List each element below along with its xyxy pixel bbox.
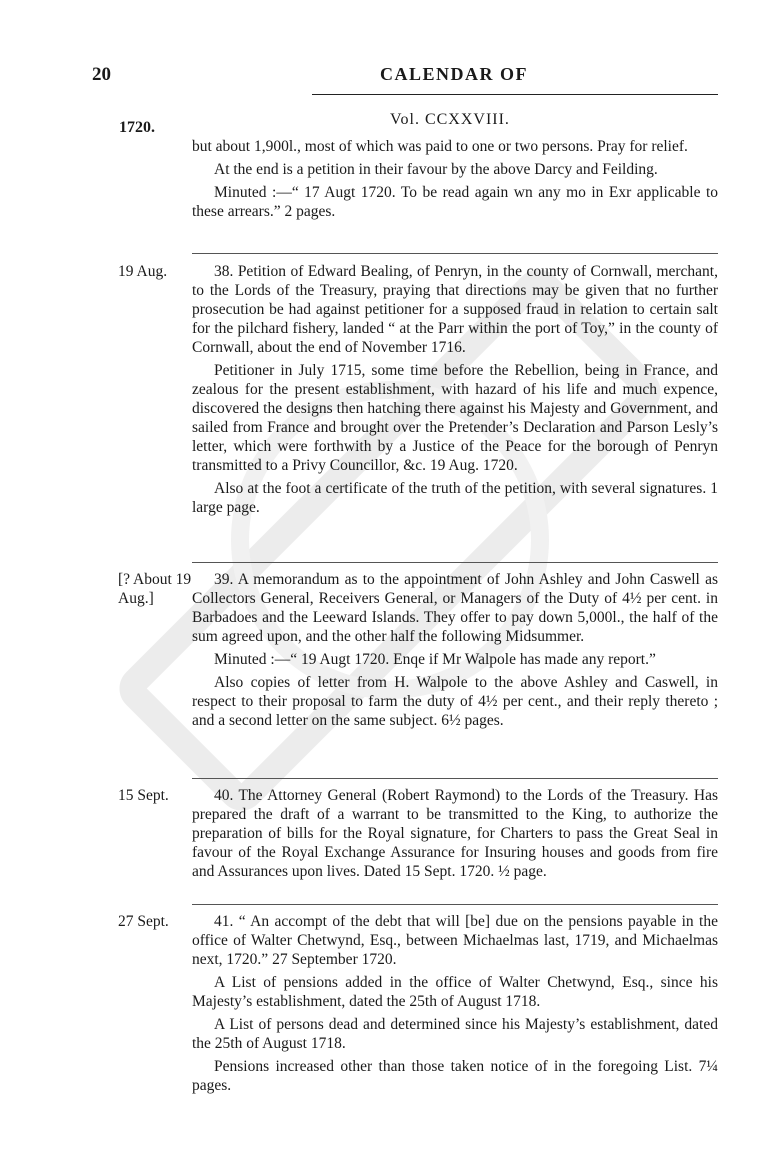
entry-divider — [192, 778, 718, 779]
entry-body — [192, 137, 718, 221]
entry-divider — [192, 253, 718, 254]
paragraph: Minuted :—“ 19 Augt 1720. Enqe if Mr Walpole has made any report.” — [214, 651, 656, 668]
paragraph: Also at the foot a certificate of the truth of the petition, with several signatures. 1 large page. — [192, 480, 718, 516]
paragraph: Also copies of letter from H. Walpole to the above Ashley and Caswell, in respect to their proposal to farm the duty of 4½ per cent., and their reply thereto ; and a second letter on the same subject. 6½ pages. — [192, 674, 718, 729]
paragraph: but about 1,900l., most of which was paid to one or two persons. Pray for relief. — [192, 138, 688, 155]
entry-body — [192, 786, 718, 881]
page-number: 20 — [92, 64, 111, 85]
paragraph: Minuted :—“ 17 Augt 1720. To be read again wn any mo in Exr applicable to these arrears.” 2 pages. — [192, 184, 718, 220]
entry-divider — [192, 562, 718, 563]
entry-date: 19 Aug. — [118, 263, 168, 280]
entry-date: 27 Sept. — [118, 913, 169, 930]
running-title: CALENDAR OF — [380, 64, 529, 84]
header-rule — [312, 94, 718, 95]
paragraph: A List of pensions added in the office of Walter Chetwynd, Esq., since his Majesty’s establishment, dated the 25th of August 1718. — [192, 974, 718, 1010]
paragraph: A List of persons dead and determined since his Majesty’s establishment, dated the 25th of August 1718. — [192, 1016, 718, 1052]
paragraph: 40. The Attorney General (Robert Raymond) to the Lords of the Treasury. Has prepared the draft of a warrant to be transmitted to the King, to authorize the preparation of bills for the Royal signature, for Charters to pass the Great Seal in favour of the Royal Exchange Assurance for Insuring houses and goods from fire and Assurances upon lives. Dated 15 Sept. 1720. ½ page. — [192, 787, 718, 880]
entry-date: [? About 19 Aug.] — [118, 571, 192, 607]
entry-date: 15 Sept. — [118, 787, 169, 804]
paragraph: Petitioner in July 1715, some time before the Rebellion, being in France, and zealous for the present establishment, with hazard of his life and much expence, discovered the designs then hatching there against his Majesty and Government, and sailed from France and brought over the Pretender’s Declaration and Parson Lesly’s letter, which were forthwith by a Justice of the Peace for the borough of Penryn transmitted to a Privy Councillor, &c. 19 Aug. 1720. — [192, 362, 718, 474]
paragraph: 41. “ An accompt of the debt that will [be] due on the pensions payable in the office of Walter Chetwynd, Esq., between Michaelmas last, 1719, and Michaelmas next, 1720.” 27 September 1720. — [192, 913, 718, 968]
entry-divider — [192, 904, 718, 905]
paragraph: At the end is a petition in their favour by the above Darcy and Feilding. — [214, 161, 658, 178]
entry-body — [192, 262, 718, 517]
entry-body — [192, 912, 718, 1095]
entry-body — [192, 570, 718, 730]
volume-heading: Vol. CCXXVIII. — [390, 111, 510, 128]
paragraph: 39. A memorandum as to the appointment of John Ashley and John Caswell as Collectors General, Receivers General, or Managers of the Duty of 4½ per cent. in Barbadoes and the Leeward Islands. They offer to pay down 5,000l., the half of the sum agreed upon, and the other half the following Midsummer. — [192, 571, 718, 645]
year-marker: 1720. — [119, 119, 155, 136]
paragraph: Pensions increased other than those taken notice of in the foregoing List. 7¼ pages. — [192, 1058, 718, 1094]
paragraph: 38. Petition of Edward Bealing, of Penryn, in the county of Cornwall, merchant, to the Lords of the Treasury, praying that directions may be given that no further prosecution be had against petitioner for a supposed fraud in relation to certain salt for the pilchard fishery, landed “ at the Parr within the port of Toy,” in the county of Cornwall, about the end of November 1716. — [192, 263, 718, 356]
